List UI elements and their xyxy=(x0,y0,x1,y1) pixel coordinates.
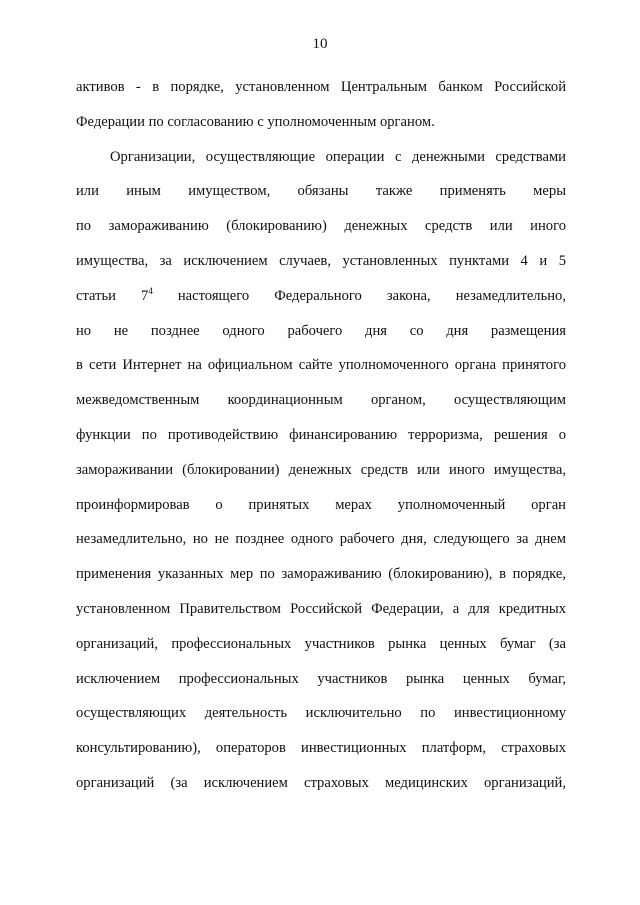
text-line-with-superscript xyxy=(76,279,566,314)
text-line: в сети Интернет на официальном сайте уполномоченного органа принятого xyxy=(76,357,566,374)
text-line: Федерации по согласованию с уполномоченным органом. xyxy=(76,113,435,130)
text-line: осуществляющих деятельность исключительно по инвестиционному xyxy=(76,705,566,722)
text-line-rest: настоящего Федерального закона, незамедлительно, xyxy=(177,287,566,304)
text-line: активов - в порядке, установленном Центральным банком Российской xyxy=(76,79,566,95)
text-line: имущества, за исключением случаев, установленных пунктами 4 и 5 xyxy=(76,252,566,269)
paragraph-first-line: Организации, осуществляющие операции с денежными средствами xyxy=(110,148,566,165)
text-line: но не позднее одного рабочего дня со дня размещения xyxy=(76,322,566,339)
text-line: установленном Правительством Российской Федерации, а для кредитных xyxy=(76,600,566,617)
document-body xyxy=(76,70,566,801)
text-line: незамедлительно, но не позднее одного рабочего дня, следующего за днем xyxy=(76,531,566,548)
page-number: 10 xyxy=(312,36,328,52)
text-line: организаций (за исключением страховых медицинских организаций, xyxy=(76,774,566,791)
text-line: применения указанных мер по замораживанию (блокированию), в порядке, xyxy=(76,566,566,583)
text-line: или иным имуществом, обязаны также применять меры xyxy=(76,183,566,200)
text-line: проинформировав о принятых мерах уполномоченный орган xyxy=(76,496,566,513)
text-line: межведомственным координационным органом, осуществляющим xyxy=(76,392,566,409)
article-superscript: 4 xyxy=(148,285,153,296)
text-line: исключением профессиональных участников рынка ценных бумаг, xyxy=(76,670,566,687)
text-line: по замораживанию (блокированию) денежных средств или иного xyxy=(76,218,566,235)
article-reference: статьи 7 xyxy=(76,287,149,304)
text-line: организаций, профессиональных участников рынка ценных бумаг (за xyxy=(76,635,566,652)
text-line: функции по противодействию финансированию терроризма, решения о xyxy=(76,426,566,443)
text-line: консультированию), операторов инвестиционных платформ, страховых xyxy=(76,740,566,757)
text-line: замораживании (блокировании) денежных средств или иного имущества, xyxy=(76,461,566,478)
